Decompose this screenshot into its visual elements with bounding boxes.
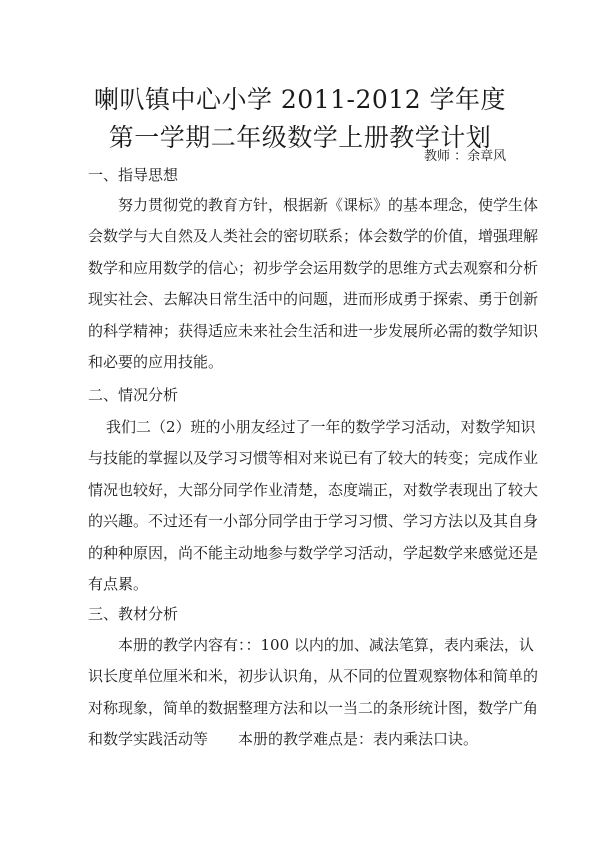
paragraph-line: 有点累。 [88, 575, 149, 594]
paragraph-line: 本册的教学内容有：：100 以内的加、减法笔算，表内乘法，认 [118, 636, 534, 654]
paragraph-line: 对称现象，简单的数据整理方法和以一当二的条形统计图，数学广角 [88, 698, 539, 717]
section-heading-situation-analysis: 二、情况分析 [88, 386, 179, 404]
paragraph-line: 我们二（2）班的小朋友经过了一年的数学学习活动，对数学知识 [106, 418, 536, 436]
paragraph-line: 努力贯彻党的教育方针，根据新《课标》的基本理念，使学生体 [118, 196, 539, 214]
section-paragraph-situation-analysis [88, 412, 539, 600]
paragraph-line: 和必要的应用技能。 [88, 353, 224, 372]
section-heading-textbook-analysis: 三、教材分析 [88, 605, 179, 623]
paragraph-line: 的兴趣。不过还有一小部分同学由于学习习惯、学习方法以及其自身 [88, 512, 539, 531]
paragraph-line: 数学和应用数学的信心；初步学会运用数学的思维方式去观察和分析 [88, 258, 539, 277]
document-title-line-2: 第一学期二年级数学上册教学计划 [108, 123, 492, 152]
section-paragraph-textbook-analysis [88, 630, 539, 756]
paragraph-line: 会数学与大自然及人类社会的密切联系；体会数学的价值，增强理解 [88, 227, 539, 246]
paragraph-line: 情况也较好，大部分同学作业清楚，态度端正，对数学表现出了较大 [88, 480, 539, 499]
paragraph-line: 的科学精神；获得适应未来社会生活和进一步发展所必需的数学知识 [88, 321, 539, 340]
section-heading-guiding-thought: 一、指导思想 [88, 166, 179, 184]
paragraph-line: 与技能的掌握以及学习习惯等相对来说已有了较大的转变；完成作业 [88, 449, 539, 468]
document-title-line-1: 喇叭镇中心小学 2011-2012 学年度 [93, 85, 507, 114]
author-line: 教师 ：余章风 [424, 149, 507, 164]
paragraph-line: 识长度单位厘米和米，初步认识角，从不同的位置观察物体和简单的 [88, 667, 539, 686]
section-paragraph-guiding-thought [88, 190, 539, 378]
paragraph-line: 和数学实践活动等 本册的教学难点是：表内乘法口诀。 [88, 730, 479, 749]
paragraph-line: 现实社会、去解决日常生活中的问题，进而形成勇于探索、勇于创新 [88, 290, 539, 309]
paragraph-line: 的种种原因，尚不能主动地参与数学学习活动，学起数学来感觉还是 [88, 543, 539, 562]
